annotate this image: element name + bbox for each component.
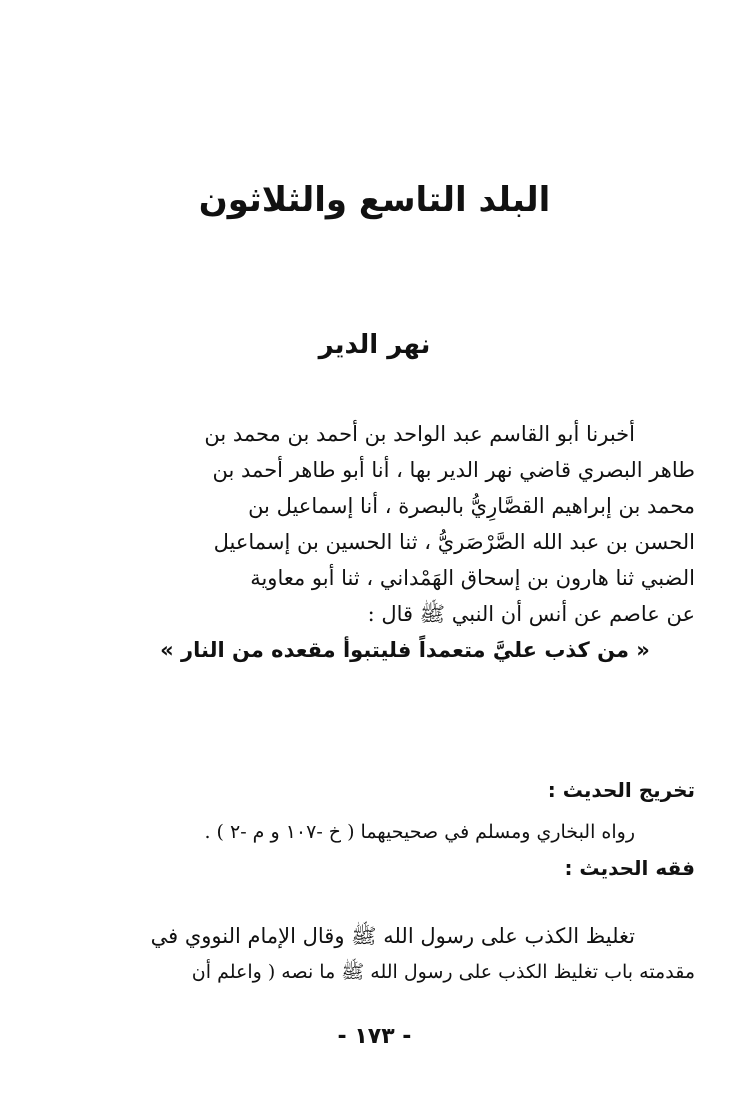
- page-number: - ١٧٣ -: [337, 1024, 412, 1049]
- isnad-line: أخبرنا أبو القاسم عبد الواحد بن أحمد بن محمد بن: [204, 422, 635, 446]
- isnad-line: طاهر البصري قاضي نهر الدير بها ، أنا أبو طاهر أحمد بن: [212, 458, 695, 482]
- isnad-line: عن عاصم عن أنس أن النبي ﷺ قال :: [367, 602, 695, 626]
- section-title: نهر الدير: [318, 330, 431, 360]
- isnad-line: محمد بن إبراهيم القصَّارِيُّ بالبصرة ، أنا إسماعيل بن: [248, 494, 695, 518]
- hadith-text: « من كذب عليَّ متعمداً فليتبوأ مقعده من النار »: [160, 638, 650, 662]
- fiqh-line: مقدمته باب تغليظ الكذب على رسول الله ﷺ ما نصه ( واعلم أن: [191, 961, 695, 983]
- fiqh-line: تغليظ الكذب على رسول الله ﷺ وقال الإمام النووي في: [150, 924, 635, 948]
- takhrij-text: رواه البخاري ومسلم في صحيحيهما ( خ -١٠٧ و م -٢ ) .: [204, 821, 635, 843]
- isnad-line: الضبي ثنا هارون بن إسحاق الهَمْداني ، ثنا أبو معاوية: [250, 566, 695, 590]
- fiqh-section: [115, 918, 695, 990]
- isnad-paragraph: [115, 416, 695, 668]
- isnad-line: الحسن بن عبد الله الصَّرْصَريُّ ، ثنا الحسين بن إسماعيل: [213, 530, 695, 554]
- takhrij-heading: تخريج الحديث :: [547, 778, 695, 802]
- chapter-title: البلد التاسع والثلاثون: [198, 180, 551, 220]
- takhrij-section: [115, 772, 695, 886]
- fiqh-heading: فقه الحديث :: [564, 856, 695, 880]
